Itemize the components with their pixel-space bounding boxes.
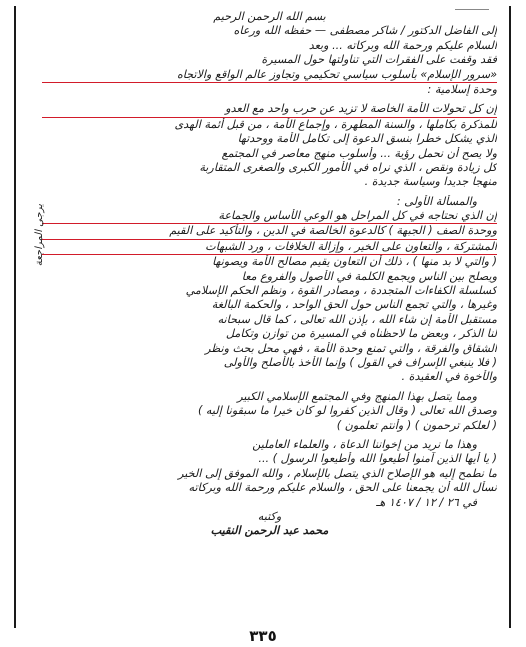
letter-line: والأخوة في العقيدة . bbox=[401, 370, 497, 384]
letter-line: نسأل الله أن يجمعنا على الحق ، والسلام عليكم ورحمة الله وبركاته bbox=[188, 481, 497, 495]
letter-line: ( لعلكم ترحمون ) ( وأنتم تعلمون ) bbox=[336, 418, 497, 432]
letter-signoff: وكتبه bbox=[257, 509, 282, 523]
letter-line: ( فلا ينبغي الإسراف في القول ) وإنما الأخذ بالأصلح والأولى bbox=[223, 355, 497, 369]
letter-line: ما نطمح إليه هو الإصلاح الذي يتصل بالإسلام ، والله الموفق إلى الخير bbox=[178, 466, 497, 480]
letter-line: وغيرها ، والتي تجمع الناس حول الحق الواحد ، والحكمة البالغة bbox=[211, 298, 497, 312]
letter-line-underlined: إن الذي نحتاجه في كل المراحل هو الوعي الأساس والجماعة bbox=[42, 209, 497, 224]
letter-line: مستقبل الأمة إن شاء الله ، بإذن الله تعالى ، كما قال سبحانه bbox=[217, 312, 497, 326]
letter-line: وصدق الله تعالى ( وقال الذين كفروا لو كان خيرا ما سبقونا إليه ) bbox=[198, 404, 497, 418]
letter-line: كسلسلة الكفاءات المتجددة ، ومصادر القوة ، ونظم الحكم الإسلامي bbox=[185, 284, 497, 298]
letter-line: الذي يشكل خطرا بنسق الدعوة إلى تكامل الأمة ووحدتها bbox=[237, 132, 497, 146]
letter-line-underlined: ووحدة الصف ( الجبهة ) كالدعوة الخالصة في الدين ، والتأكيد على القيم bbox=[42, 224, 497, 239]
margin-note: يرجى المراجعة bbox=[34, 204, 45, 267]
letter-line-basmala: بسم الله الرحمن الرحيم bbox=[213, 10, 326, 23]
letter-line-underlined: المشتركة ، والتعاون على الخير ، وإزالة الخلافات ، ورد الشبهات bbox=[42, 240, 497, 255]
letter-line: الشقاق والفرقة ، والتي تمنع وحدة الأمة ، فهي محل بحث ونظر bbox=[205, 341, 497, 355]
letter-line: ومما يتصل بهذا المنهج وفي المجتمع الإسلامي الكبير bbox=[237, 389, 477, 403]
letter-signature: محمد عبد الرحمن النقيب bbox=[210, 524, 329, 538]
letter-line: ( والتي لا بد منها ) ، ذلك أن التعاون يقيم مصالح الأمة ويصونها bbox=[212, 255, 497, 269]
handwritten-letter bbox=[42, 10, 497, 539]
letter-line: منهجا جديدا وسياسة جديدة . bbox=[364, 175, 497, 189]
letter-date: في ٢٦ / ١٢ / ١٤٠٧ هـ bbox=[376, 495, 477, 509]
letter-line: لنا الذكر ، وبعض ما لاحظناه في المسيرة من توازن وتكامل bbox=[225, 327, 497, 341]
letter-line: السلام عليكم ورحمة الله وبركاته ... وبعد bbox=[308, 38, 497, 52]
letter-line: للمذكرة بكاملها ، والسنة المطهرة ، وإجماع الأمة ، من قبل أئمة الهدى bbox=[174, 117, 497, 131]
letter-line-underlined: «سرور الإسلام» بأسلوب سياسي تحكيمي وتجاوز عالم الواقع والاتجاه bbox=[42, 68, 497, 83]
letter-line: وحدة إسلامية : bbox=[427, 82, 497, 96]
letter-line: إلى الفاضل الدكتور / شاكر مصطفى — حفظه الله ورعاه bbox=[233, 24, 497, 38]
letter-line: ولا يصح أن نحمل رؤية ... وأسلوب منهج معاصر في المجتمع bbox=[221, 146, 497, 160]
letter-line: كل زيادة ونقص ، الذي نراه في الأمور الكبرى والصغرى المتقاربة bbox=[199, 160, 497, 174]
letter-line: فقد وقفت على الفقرات التي تناولتها حول المسيرة bbox=[261, 53, 497, 67]
letter-line: ( يا أيها الذين آمنوا أطيعوا الله وأطيعوا الرسول ) ... bbox=[258, 452, 497, 466]
letter-line: ويصلح بين الناس ويجمع الكلمة في الأصول والفروع معا bbox=[241, 269, 497, 283]
letter-line: وهذا ما نريد من إخواننا الدعاة ، والعلماء العاملين bbox=[252, 437, 477, 451]
letter-line-heading: والمسألة الأولى : bbox=[396, 194, 477, 208]
page-number: ٣٣٥ bbox=[249, 627, 277, 645]
letter-line-underlined: إن كل تحولات الأمة الخاصة لا تزيد عن حرب واحد مع العدو bbox=[42, 102, 497, 117]
scanned-page bbox=[14, 6, 511, 628]
